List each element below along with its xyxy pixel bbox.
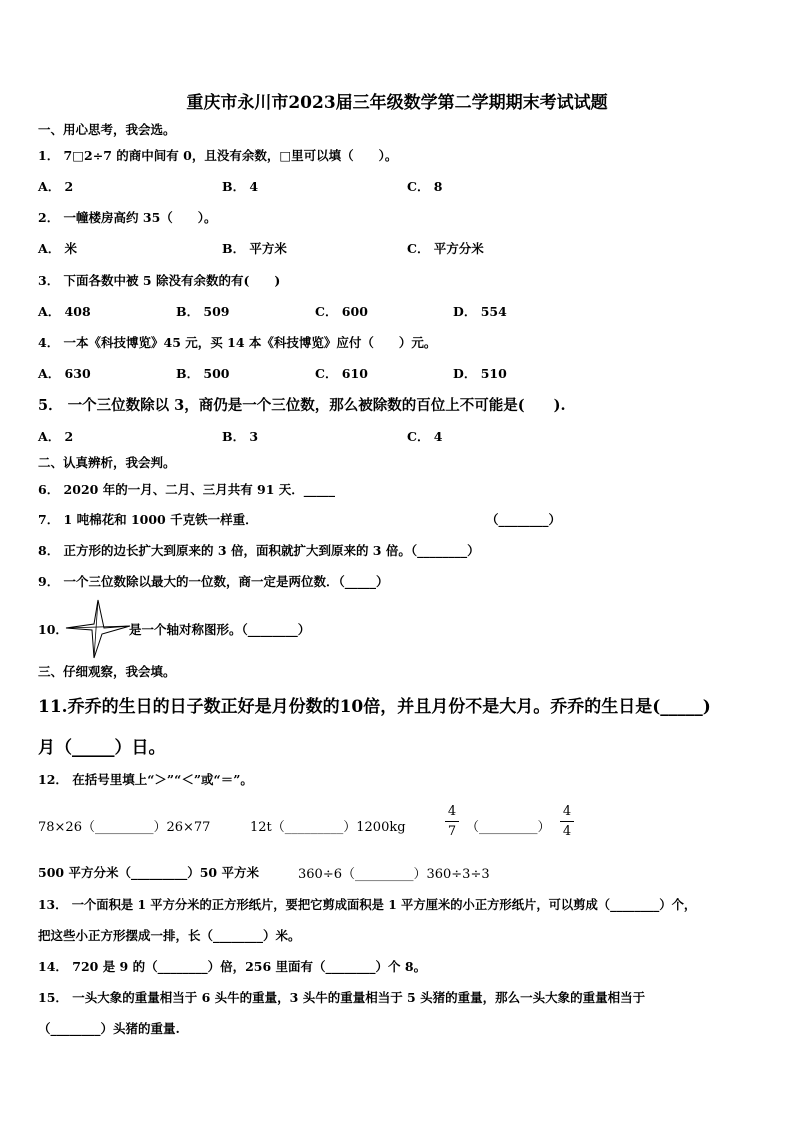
- q2-option-a: A． 米: [38, 241, 78, 256]
- question-9: 9． 一个三位数除以最大的一位数，商一定是两位数．（_____）: [38, 574, 389, 589]
- question-8: 8． 正方形的边长扩大到原来的 3 倍，面积就扩大到原来的 3 倍。（________）: [38, 543, 480, 558]
- q12-fraction-blank: （_________）: [466, 820, 551, 835]
- q1-option-b: B． 4: [222, 179, 259, 194]
- question-12: 12． 在括号里填上“＞”“＜”或“＝”。: [38, 772, 253, 787]
- question-10: 是一个轴对称图形。（________）: [129, 622, 311, 637]
- q4-option-b: B． 500: [176, 366, 230, 381]
- q2-option-c: C． 平方分米: [407, 241, 484, 256]
- q3-option-c: C． 600: [315, 304, 368, 319]
- q5-option-a: A． 2: [38, 429, 74, 444]
- fraction-1-numerator: 4: [447, 804, 457, 819]
- q4-option-a: A． 630: [38, 366, 91, 381]
- question-1: 1． 7□2÷7 的商中间有 0，且没有余数，□里可以填（ ）。: [38, 148, 398, 163]
- section-heading-1: 一、用心思考，我会选。: [38, 122, 176, 137]
- question-15-line-1: 15． 一头大象的重量相当于 6 头牛的重量，3 头牛的重量相当于 5 头猪的重量，那么一头大象的重量相当于: [38, 990, 646, 1005]
- fraction-2-numerator: 4: [562, 804, 572, 819]
- q7-answer-blank: （________）: [486, 512, 562, 527]
- q5-option-b: B． 3: [222, 429, 259, 444]
- q3-option-b: B． 509: [176, 304, 230, 319]
- q1-option-c: C． 8: [407, 179, 443, 194]
- q12-expr-3: 500 平方分米（_________）50 平方米: [38, 865, 259, 880]
- question-2: 2． 一幢楼房高约 35（ ）。: [38, 210, 217, 225]
- q12-expr-1: 78×26（_________）26×77: [38, 820, 211, 835]
- question-5: 5． 一个三位数除以 3，商仍是一个三位数，那么被除数的百位上不可能是( ).: [38, 397, 566, 414]
- section-heading-2: 二、认真辨析，我会判。: [38, 455, 176, 470]
- q12-expr-4: 360÷6（_________）360÷3÷3: [298, 867, 490, 882]
- q4-option-d: D． 510: [453, 366, 507, 381]
- question-11-line-1: 11.乔乔的生日的日子数正好是月份数的10倍，并且月份不是大月。乔乔的生日是(_____): [38, 697, 711, 717]
- fraction-1-denominator: 7: [447, 824, 457, 839]
- q4-option-c: C． 610: [315, 366, 368, 381]
- q12-fraction-2: [560, 804, 574, 839]
- question-6: 6． 2020 年的一月、二月、三月共有 91 天．_____: [38, 482, 336, 497]
- question-14: 14． 720 是 9 的（________）倍，256 里面有（________）个 8。: [38, 959, 427, 974]
- q3-option-a: A． 408: [38, 304, 91, 319]
- question-15-line-2: （________）头猪的重量.: [38, 1021, 180, 1036]
- question-10-number: 10．: [38, 622, 68, 637]
- question-7: 7． 1 吨棉花和 1000 千克铁一样重．: [38, 512, 258, 527]
- question-13-line-1: 13． 一个面积是 1 平方分米的正方形纸片，要把它剪成面积是 1 平方厘米的小正方形纸片，可以剪成（________）个，: [38, 897, 697, 912]
- pinwheel-figure: [64, 598, 132, 660]
- q12-expr-2: 12t（_________）1200kg: [250, 820, 406, 835]
- q1-option-a: A． 2: [38, 179, 74, 194]
- question-3: 3． 下面各数中被 5 除没有余数的有( ): [38, 273, 281, 288]
- q5-option-c: C． 4: [407, 429, 443, 444]
- question-13-line-2: 把这些小正方形摆成一排，长（________）米。: [38, 928, 301, 943]
- section-heading-3: 三、仔细观察，我会填。: [38, 664, 176, 679]
- fraction-2-denominator: 4: [562, 824, 572, 839]
- page-title: 重庆市永川市2023届三年级数学第二学期期末考试试题: [186, 93, 608, 113]
- q2-option-b: B． 平方米: [222, 241, 287, 256]
- q12-fraction-1: [445, 804, 459, 839]
- question-11-line-2: 月（_____）日。: [38, 738, 166, 758]
- question-4: 4． 一本《科技博览》45 元，买 14 本《科技博览》应付（ ）元。: [38, 335, 437, 350]
- q3-option-d: D． 554: [453, 304, 507, 319]
